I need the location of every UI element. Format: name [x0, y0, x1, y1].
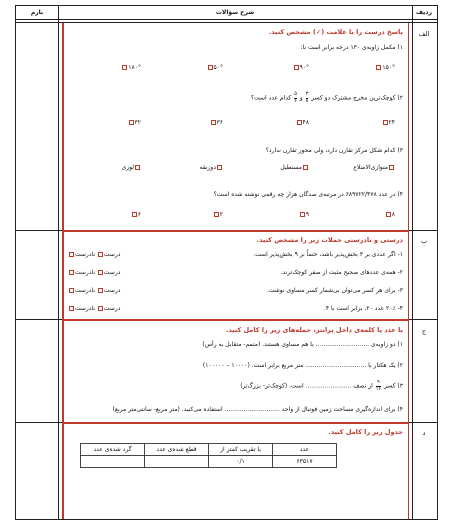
- option[interactable]: مستطیل: [280, 164, 309, 171]
- score-column-divider: [58, 6, 59, 519]
- section-label-c: ج: [421, 327, 427, 335]
- checkbox-icon[interactable]: [98, 270, 103, 275]
- divider: [16, 22, 437, 23]
- option[interactable]: لوزی: [121, 164, 141, 171]
- table-cell: ۶۳۵۱۷: [273, 456, 337, 468]
- true-false-choice[interactable]: درست نادرست: [68, 269, 120, 276]
- statement: ۱- اگر عددی بر ۳ بخش‌پذیر باشد، حتماً بر ۹ بخش‌پذیر است.: [253, 251, 403, 258]
- fill-in-item[interactable]: ۴) برای اندازه‌گیری مساحت زمین فوتبال از واحد ............................. استفاده می‌کنید. (متر مربع- سانتی‌متر مربع): [112, 406, 403, 413]
- row-column-divider: [412, 6, 413, 519]
- option[interactable]: ۹۰°: [293, 64, 309, 71]
- checkbox-icon[interactable]: [211, 120, 216, 125]
- option[interactable]: ۶: [131, 211, 141, 218]
- score-header: بارم: [30, 9, 44, 16]
- table-header: [16, 6, 437, 20]
- option[interactable]: ۱۵۰°: [375, 64, 395, 71]
- checkbox-icon[interactable]: [386, 212, 391, 217]
- option[interactable]: ۳۲: [128, 119, 141, 126]
- checkbox-icon[interactable]: [294, 65, 299, 70]
- option[interactable]: ۴۸: [296, 119, 309, 126]
- question-text: ۳) کدام شکل مرکز تقارن دارد، ولی محور تقارن ندارد؟: [265, 147, 403, 154]
- rounding-table: [80, 443, 337, 468]
- option[interactable]: ۸: [385, 211, 395, 218]
- option[interactable]: ۳۶: [210, 119, 223, 126]
- check-mark-icon: ✓: [315, 28, 322, 36]
- table-header-cell: با تقریب کمتر از: [209, 444, 273, 456]
- red-divider: [62, 422, 409, 424]
- table-header-row: [81, 444, 337, 456]
- section-label-d: د: [422, 429, 426, 437]
- checkbox-icon[interactable]: [208, 65, 213, 70]
- fraction: $\frac{۵}{۶}$: [294, 91, 297, 104]
- checkbox-icon[interactable]: [98, 306, 103, 311]
- fraction: $\frac{۳}{۸}$: [305, 91, 309, 104]
- option[interactable]: ۹: [299, 211, 309, 218]
- checkbox-icon[interactable]: [214, 212, 219, 217]
- option[interactable]: متوازی‌الاضلاع: [353, 164, 395, 171]
- checkbox-icon[interactable]: [383, 120, 388, 125]
- checkbox-icon[interactable]: [300, 212, 305, 217]
- table-cell-answer[interactable]: [145, 456, 209, 468]
- red-divider: [62, 319, 409, 321]
- section-label-a: الف: [418, 30, 430, 38]
- red-margin-left: [62, 22, 64, 519]
- checkbox-icon[interactable]: [69, 306, 74, 311]
- checkbox-icon[interactable]: [303, 165, 308, 170]
- fraction: $\frac{۹}{۱۶}$: [375, 379, 382, 392]
- checkbox-icon[interactable]: [297, 120, 302, 125]
- fill-in-item[interactable]: ۱) دو زاویه‌ی ............................ با هم مساوی هستند. (متمم- متقابل به رأس): [202, 341, 403, 348]
- question-text: ۴) در عدد ۶۸۹۷۲۲/۴۷۸ در مرتبه‌ی صدگان هزار چه رقمی نوشته شده است؟: [213, 191, 403, 198]
- table-cell-answer[interactable]: [81, 456, 145, 468]
- table-header-cell: عدد: [273, 444, 337, 456]
- option[interactable]: ۲: [213, 211, 223, 218]
- red-divider: [62, 230, 409, 232]
- question-text: ۲) کوچک‌ترین مخرج مشترک دو کسر $\frac{۳}{۸}$ و $\frac{۵}{۶}$ کدام عدد است؟: [250, 91, 403, 104]
- checkbox-icon[interactable]: [132, 212, 137, 217]
- table-row: [81, 456, 337, 468]
- section-c-title: با عدد یا کلمه‌ی داخل پرانتز، جمله‌های زیر را کامل کنید.: [225, 326, 403, 334]
- option[interactable]: ۲۴: [382, 119, 395, 126]
- table-header-cell: قطع شده‌ی عدد: [145, 444, 209, 456]
- table-header-cell: گرد شده‌ی عدد: [81, 444, 145, 456]
- section-a-title: پاسخ درست را با علامت (✓) مشخص کنید.: [268, 28, 403, 36]
- fill-in-item[interactable]: ۳) کسر $\frac{۹}{۱۶}$ از نصف ........................ است. (کوچک‌تر- بزرگ‌تر): [240, 379, 403, 392]
- checkbox-icon[interactable]: [69, 270, 74, 275]
- section-d-title: جدول زیر را کامل کنید.: [328, 428, 403, 436]
- option[interactable]: ۱۸۰°: [121, 64, 141, 71]
- exam-sheet: [15, 5, 438, 520]
- red-margin-right: [408, 22, 410, 519]
- option[interactable]: ۵۰°: [207, 64, 223, 71]
- checkbox-icon[interactable]: [122, 65, 127, 70]
- fill-in-item[interactable]: ۲) یک هکتار با ................................ متر مربع برابر است. (۱۰۰۰۰ – ۱۰۰۰۰۰): [202, 362, 403, 369]
- true-false-choice[interactable]: درست نادرست: [68, 251, 120, 258]
- section-b-title: درستی و نادرستی جملات زیر را مشخص کنید.: [256, 236, 403, 244]
- checkbox-icon[interactable]: [98, 288, 103, 293]
- checkbox-icon[interactable]: [98, 252, 103, 257]
- true-false-choice[interactable]: درست نادرست: [68, 287, 120, 294]
- checkbox-icon[interactable]: [135, 165, 140, 170]
- checkbox-icon[interactable]: [129, 120, 134, 125]
- statement: ۴- ۲۰٪ عدد ۲۰، برابر است با ۴.: [323, 305, 403, 312]
- checkbox-icon[interactable]: [217, 165, 222, 170]
- questions-header: شرح سؤالات: [215, 9, 255, 16]
- checkbox-icon[interactable]: [389, 165, 394, 170]
- row-label-header: ردیف: [416, 9, 432, 16]
- checkbox-icon[interactable]: [69, 288, 74, 293]
- section-label-b: ب: [420, 237, 428, 245]
- statement: ۲- همه‌ی عددهای صحیح مثبت از صفر کوچک‌ترند.: [280, 269, 403, 276]
- checkbox-icon[interactable]: [376, 65, 381, 70]
- true-false-choice[interactable]: درست نادرست: [68, 305, 120, 312]
- statement: ۳- برای هر کسر می‌توان بی‌شمار کسر مساوی نوشت.: [266, 287, 403, 294]
- table-cell: ۰/۱: [209, 456, 273, 468]
- option[interactable]: ذوزنقه: [200, 164, 223, 171]
- checkbox-icon[interactable]: [69, 252, 74, 257]
- question-text: ۱) مکمل زاویه‌ی ۱۳۰ درجه برابر است با:: [300, 44, 403, 51]
